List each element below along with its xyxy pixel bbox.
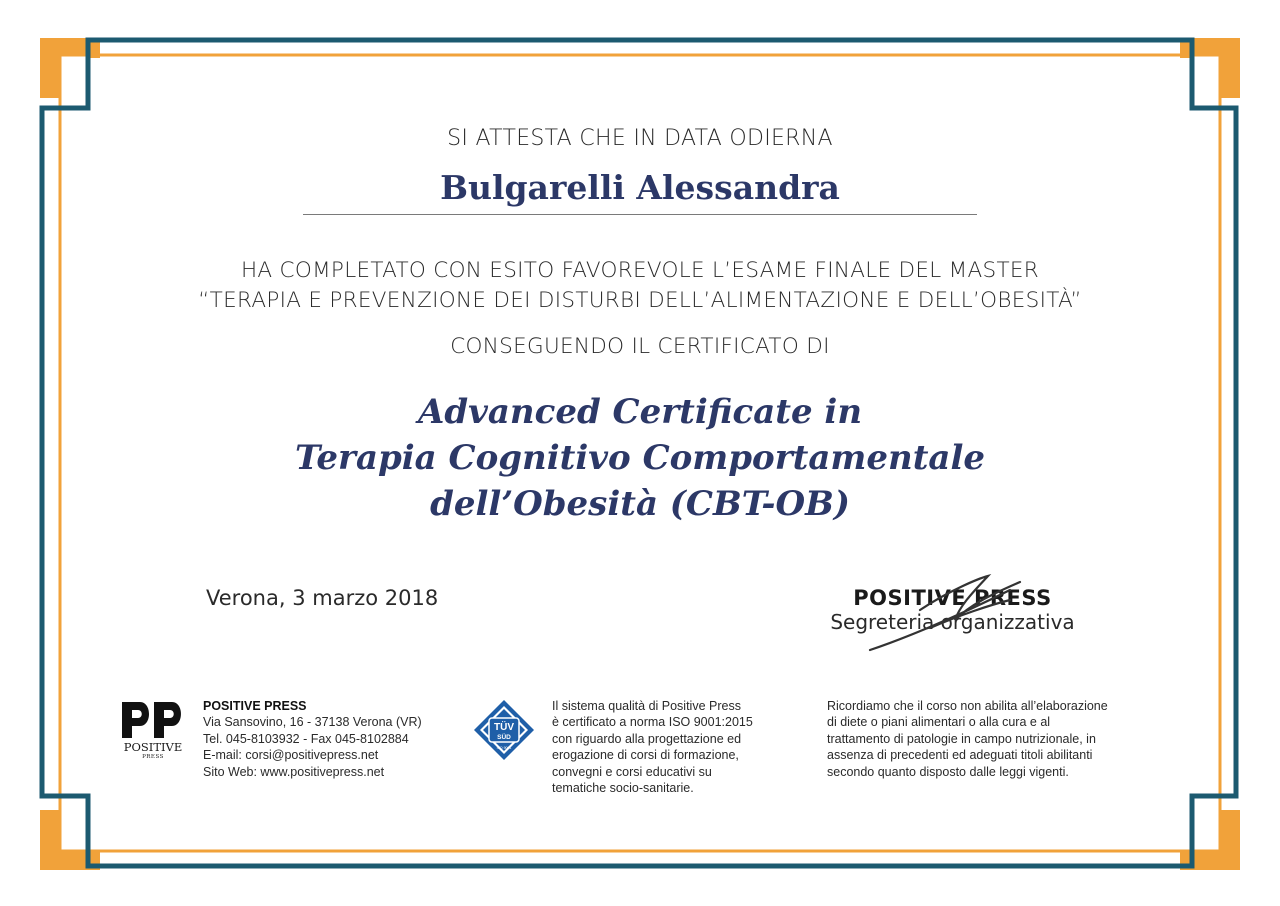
signatory-role: Segreteria organizzativa (830, 610, 1075, 634)
logo-sub: PRESS (142, 754, 164, 760)
certificate-title-line-2: Terapia Cognitivo Comportamentale (295, 438, 985, 478)
logo-word: POSITIVE (123, 740, 183, 754)
certificate-title-line-1: Advanced Certificate in (417, 392, 863, 432)
iso-line: erogazione di corsi di formazione, (552, 748, 739, 763)
intro-text: SI ATTESTA CHE IN DATA ODIERNA (447, 126, 833, 151)
iso-line: Il sistema qualità di Positive Press (552, 699, 741, 713)
tuv-iso: ISO 9001 (496, 746, 512, 750)
completion-statement (0, 256, 1280, 316)
note-line: di diete o piani alimentari o alla cura e al (827, 715, 1051, 730)
name-underline (303, 214, 977, 215)
contact-phone: Tel. 045-8103932 - Fax 045-8102884 (203, 731, 409, 746)
certificate-title (0, 389, 1280, 527)
signatory-org: POSITIVE PRESS (853, 586, 1052, 610)
completion-line-1: HA COMPLETATO CON ESITO FAVOREVOLE L’ESAME FINALE DEL MASTER (240, 258, 1040, 283)
contact-title: POSITIVE PRESS (203, 699, 307, 713)
place-date: Verona, 3 marzo 2018 (206, 586, 439, 610)
iso-line: convegni e corsi educativi su (552, 764, 712, 779)
contact-email: E-mail: corsi@positivepress.net (203, 748, 379, 763)
positive-press-logo (118, 700, 188, 762)
iso-line: è certificato a norma ISO 9001:2015 (552, 715, 753, 730)
note-line: secondo quanto disposto dalle leggi vigenti. (827, 764, 1069, 779)
conseguendo-text: CONSEGUENDO IL CERTIFICATO DI (450, 334, 830, 359)
contact-info (203, 698, 422, 780)
pp-logo-icon (118, 700, 188, 740)
signature-scribble (860, 570, 1030, 656)
recipient-name: Bulgarelli Alessandra (440, 168, 840, 207)
legal-note (827, 698, 1157, 780)
note-line: assenza di precedenti ed adeguati titoli abilitanti (827, 748, 1093, 763)
certificate-title-line-3: dell’Obesità (CBT-OB) (430, 484, 850, 524)
tuv-sud-badge (472, 698, 536, 762)
completion-line-2: “TERAPIA E PREVENZIONE DEI DISTURBI DELL’ALIMENTAZIONE E DELL’OBESITÀ” (198, 288, 1082, 313)
contact-address: Via Sansovino, 16 - 37138 Verona (VR) (203, 715, 422, 730)
note-line: Ricordiamo che il corso non abilita all’elaborazione (827, 699, 1108, 713)
iso-line: tematiche socio-sanitarie. (552, 781, 694, 796)
note-line: trattamento di patologie in campo nutrizionale, in (827, 731, 1096, 746)
tuv-sub: SÜD (497, 734, 511, 741)
contact-web: Sito Web: www.positivepress.net (203, 764, 385, 779)
tuv-text: TÜV (494, 722, 514, 733)
iso-line: con riguardo alla progettazione ed (552, 731, 742, 746)
iso-statement (552, 698, 802, 796)
